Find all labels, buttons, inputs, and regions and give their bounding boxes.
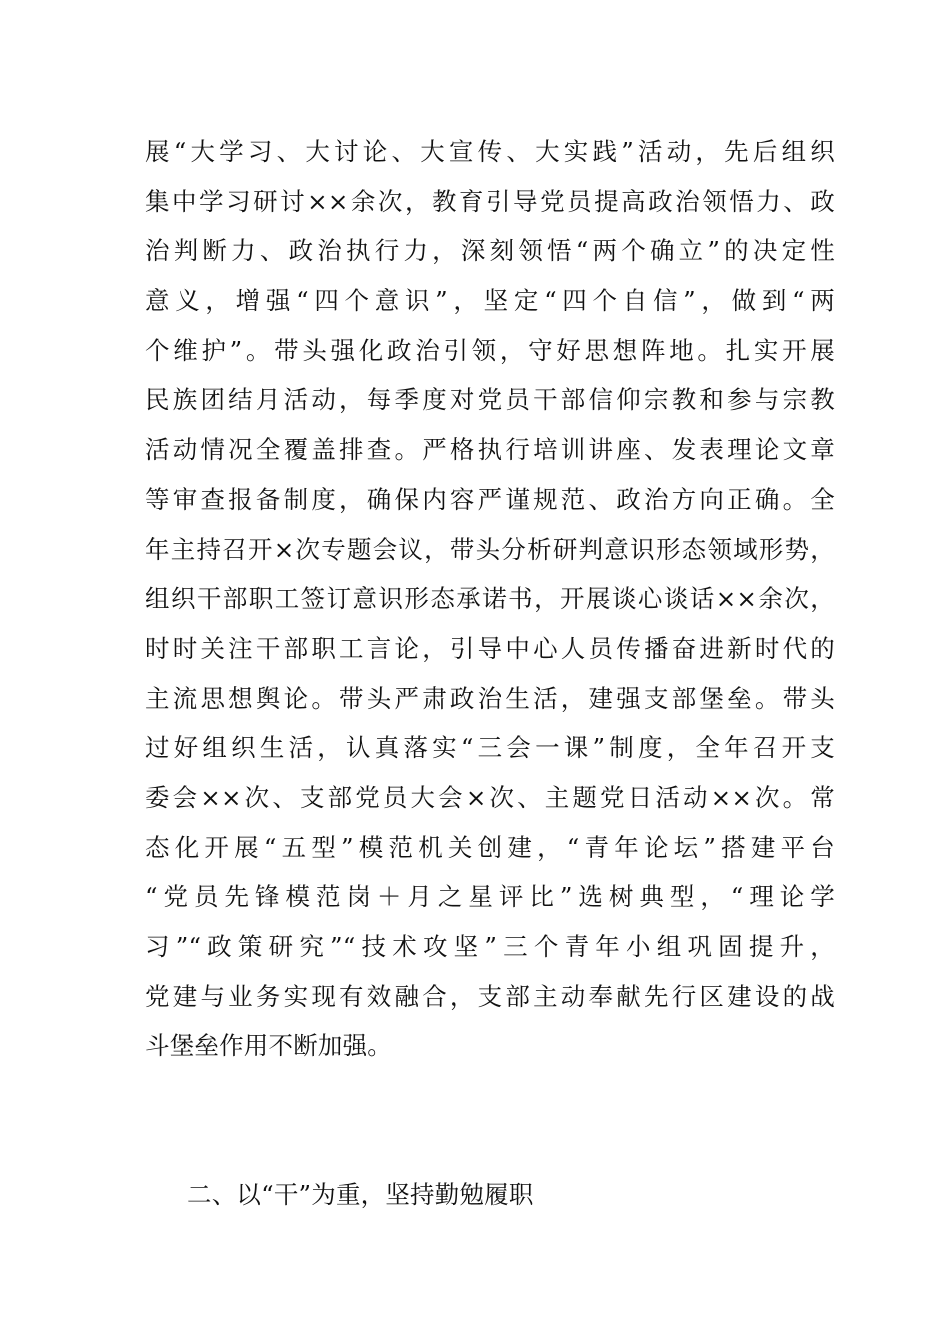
body-paragraph: [145, 127, 835, 1071]
paragraph-line: 集中学习研讨××余次，教育引导党员提高政治领悟力、政: [145, 186, 835, 216]
paragraph-line: “党员先锋模范岗＋月之星评比”选树典型，“理论学: [145, 882, 835, 912]
paragraph-line: 委会××次、支部党员大会×次、主题党日活动××次。常: [145, 782, 835, 812]
paragraph-line: 治判断力、政治执行力，深刻领悟“两个确立”的决定性: [145, 236, 835, 266]
paragraph-line: 年主持召开×次专题会议，带头分析研判意识形态领域形势，: [145, 534, 835, 564]
paragraph-line: 展“大学习、大讨论、大宣传、大实践”活动，先后组织: [145, 137, 835, 166]
paragraph-line: 态化开展“五型”模范机关创建，“青年论坛”搭建平台: [145, 832, 835, 862]
paragraph-line: 意义，增强“四个意识”，坚定“四个自信”，做到“两: [145, 286, 835, 316]
paragraph-line: 习”“政策研究”“技术攻坚”三个青年小组巩固提升，: [145, 932, 835, 961]
paragraph-line: 个维护”。带头强化政治引领，守好思想阵地。扎实开展: [145, 335, 835, 365]
paragraph-line: 组织干部职工签订意识形态承诺书，开展谈心谈话××余次，: [145, 584, 835, 614]
paragraph-line: 等审查报备制度，确保内容严谨规范、政治方向正确。全: [145, 484, 835, 514]
paragraph-line: 党建与业务实现有效融合，支部主动奉献先行区建设的战: [145, 981, 835, 1011]
paragraph-line-last: 斗堡垒作用不断加强。: [145, 1031, 392, 1061]
paragraph-line: 过好组织生活，认真落实“三会一课”制度，全年召开支: [145, 733, 835, 763]
section-heading: 二、以“干”为重，坚持勤勉履职: [187, 1180, 534, 1209]
paragraph-line: 活动情况全覆盖排查。严格执行培训讲座、发表理论文章: [145, 435, 835, 465]
paragraph-line: 民族团结月活动，每季度对党员干部信仰宗教和参与宗教: [145, 385, 835, 415]
paragraph-line: 时时关注干部职工言论，引导中心人员传播奋进新时代的: [145, 633, 835, 663]
paragraph-line: 主流思想舆论。带头严肃政治生活，建强支部堡垒。带头: [145, 683, 835, 713]
